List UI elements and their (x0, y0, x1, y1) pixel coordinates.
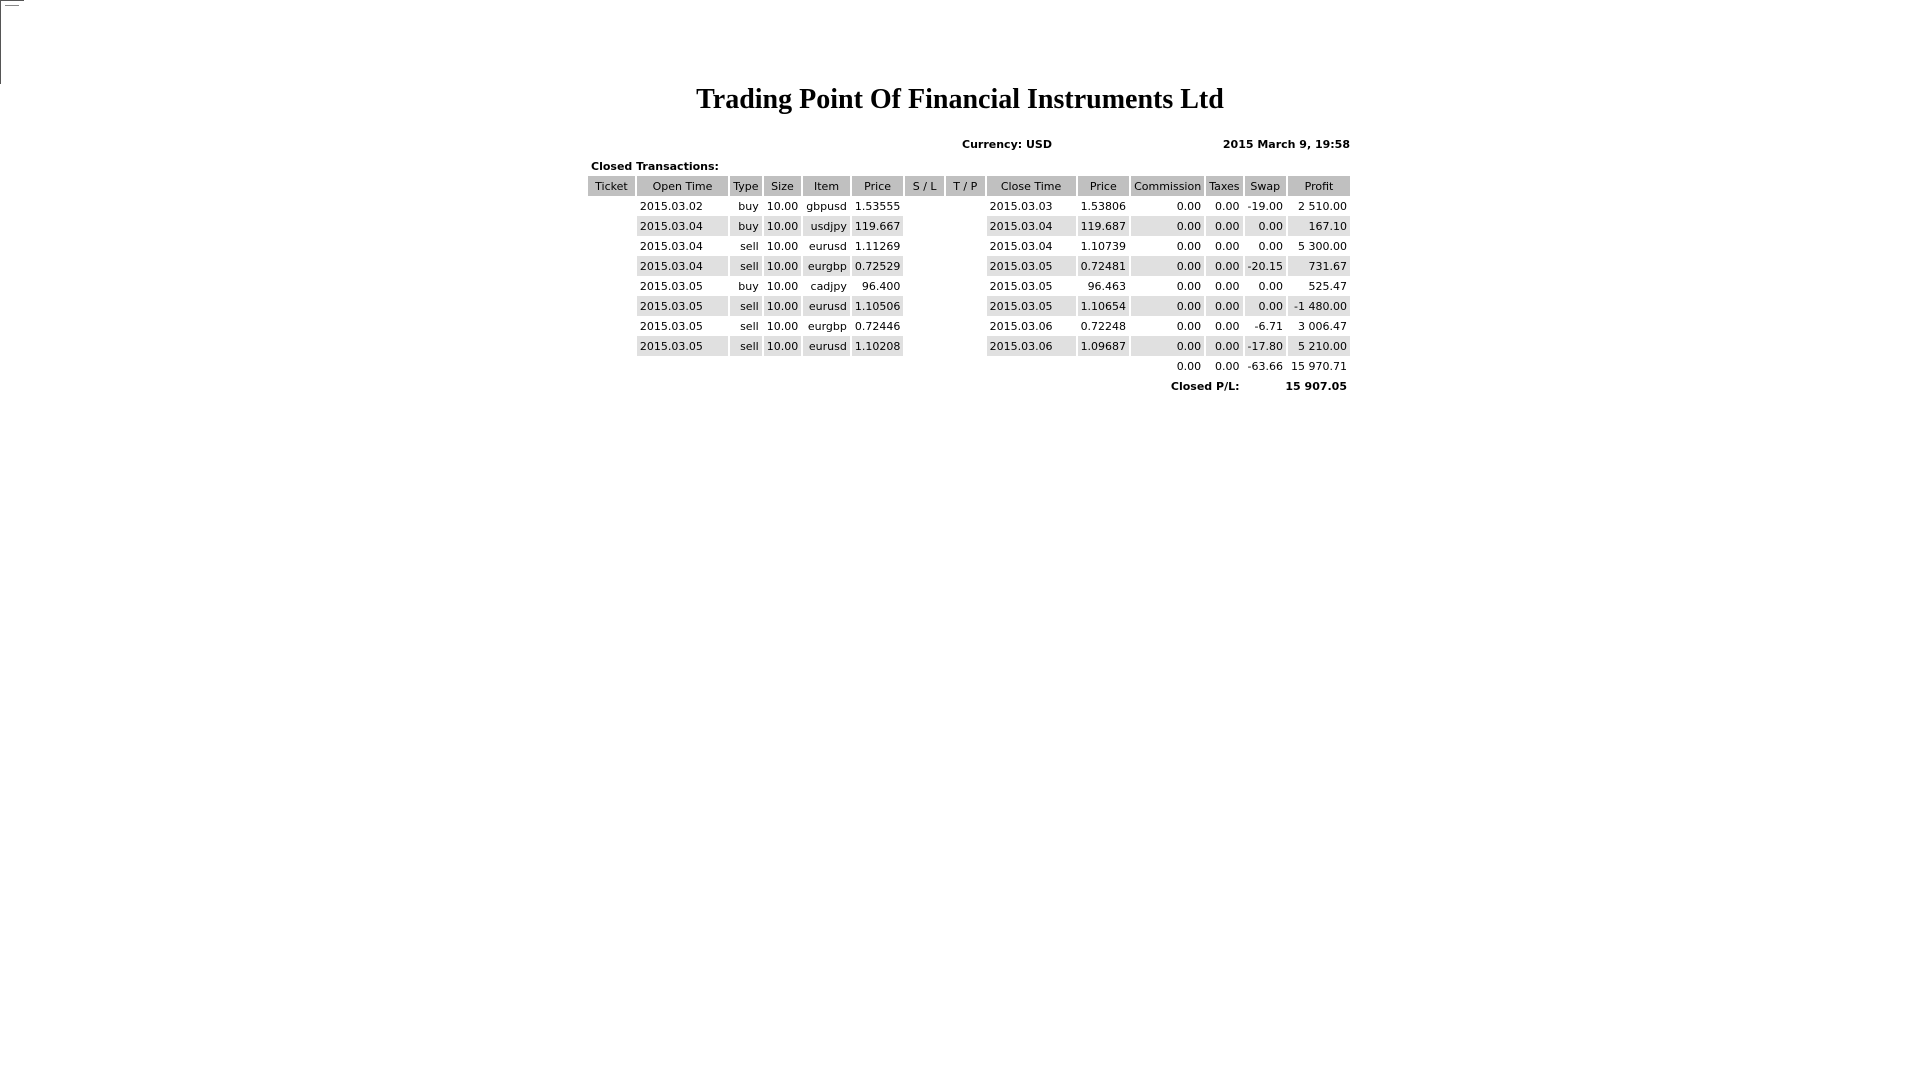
cell-close-price: 1.53806 (1080, 199, 1127, 213)
cell-type: sell (730, 256, 762, 276)
cell-stop-loss (905, 276, 944, 296)
cell-open-price: 119.667 (852, 216, 904, 236)
cell-taxes: 0.00 (1206, 296, 1242, 316)
cell-ticket (588, 256, 635, 276)
cell-type: buy (738, 279, 759, 293)
cell-stop-loss (905, 236, 944, 256)
cell-open-price: 1.10208 (852, 336, 904, 356)
cell-commission: 0.00 (1176, 279, 1202, 293)
cell-profit: 3 006.47 (1298, 319, 1347, 333)
cell-close-time: 2015.03.05 (987, 256, 1076, 276)
cell-swap: -19.00 (1247, 199, 1283, 213)
col-header-item: Item (803, 176, 850, 196)
cell-close-price: 119.687 (1078, 216, 1130, 236)
cell-item: cadjpy (810, 279, 847, 293)
cell-take-profit (946, 296, 985, 316)
cell-stop-loss (905, 216, 944, 236)
cell-stop-loss (905, 196, 944, 216)
closed-pl-row (588, 376, 1350, 396)
total-profit: 15 970.71 (1291, 359, 1347, 373)
cell-ticket (588, 276, 635, 296)
cell-taxes: 0.00 (1206, 336, 1242, 356)
cell-profit: 2 510.00 (1298, 199, 1347, 213)
cell-ticket (588, 296, 635, 316)
col-header-take-profit: T / P (946, 176, 985, 196)
cell-close-time: 2015.03.05 (989, 279, 1053, 293)
col-header-swap: Swap (1245, 176, 1286, 196)
cell-size: 10.00 (766, 199, 799, 213)
cell-close-time: 2015.03.03 (989, 199, 1053, 213)
section-title: Closed Transactions: (591, 160, 719, 173)
cell-close-price: 1.09687 (1078, 336, 1130, 356)
col-header-stop-loss: S / L (905, 176, 944, 196)
report-body (588, 136, 1352, 396)
cell-open-price: 1.53555 (854, 199, 901, 213)
cell-stop-loss (905, 256, 944, 276)
table-row (588, 276, 1350, 296)
cell-open-price: 96.400 (861, 279, 901, 293)
cell-close-time: 2015.03.06 (987, 336, 1076, 356)
cell-commission: 0.00 (1176, 239, 1202, 253)
page-corner-mark (0, 0, 24, 84)
cell-take-profit (946, 236, 985, 256)
cell-taxes: 0.00 (1215, 279, 1240, 293)
closed-pl-value: 15 907.05 (1285, 379, 1347, 393)
cell-stop-loss (905, 296, 944, 316)
cell-close-price: 1.10654 (1078, 296, 1130, 316)
col-header-profit: Profit (1288, 176, 1350, 196)
cell-profit: 167.10 (1288, 216, 1350, 236)
cell-ticket (588, 236, 635, 256)
cell-type: sell (730, 296, 762, 316)
cell-item: eurusd (803, 296, 850, 316)
col-header-close-price: Price (1078, 176, 1130, 196)
cell-commission: 0.00 (1131, 216, 1204, 236)
cell-swap: 0.00 (1258, 279, 1283, 293)
cell-open-price: 1.11269 (854, 239, 901, 253)
cell-swap: 0.00 (1258, 239, 1283, 253)
cell-open-time: 2015.03.05 (639, 279, 703, 293)
cell-close-price: 0.72248 (1080, 319, 1127, 333)
cell-commission: 0.00 (1176, 319, 1202, 333)
table-row (588, 196, 1350, 216)
table-row (588, 336, 1350, 356)
cell-type: sell (740, 319, 759, 333)
cell-size: 10.00 (766, 239, 799, 253)
cell-taxes: 0.00 (1206, 256, 1242, 276)
cell-profit: 525.47 (1308, 279, 1347, 293)
cell-take-profit (946, 216, 985, 236)
cell-take-profit (946, 336, 985, 356)
cell-open-time: 2015.03.04 (637, 256, 728, 276)
col-header-type: Type (730, 176, 762, 196)
cell-type: buy (730, 216, 762, 236)
cell-open-price: 0.72529 (852, 256, 904, 276)
cell-open-time: 2015.03.05 (639, 319, 703, 333)
currency-label: Currency: USD (962, 138, 1052, 151)
col-header-open-time: Open Time (637, 176, 728, 196)
cell-item: gbpusd (806, 199, 847, 213)
cell-take-profit (946, 276, 985, 296)
cell-taxes: 0.00 (1215, 199, 1240, 213)
cell-profit: 5 300.00 (1298, 239, 1347, 253)
cell-ticket (588, 336, 635, 356)
col-header-close-time: Close Time (987, 176, 1076, 196)
cell-open-time: 2015.03.04 (637, 216, 728, 236)
cell-taxes: 0.00 (1215, 319, 1240, 333)
cell-ticket (588, 316, 635, 336)
closed-transactions-table (586, 176, 1352, 396)
cell-taxes: 0.00 (1215, 239, 1240, 253)
cell-close-time: 2015.03.05 (987, 296, 1076, 316)
cell-size: 10.00 (764, 296, 802, 316)
cell-stop-loss (905, 316, 944, 336)
cell-item: eurusd (803, 336, 850, 356)
table-row (588, 296, 1350, 316)
col-header-size: Size (764, 176, 802, 196)
closed-pl-spacer (588, 376, 1129, 396)
cell-ticket (588, 216, 635, 236)
total-swap: -63.66 (1247, 359, 1283, 373)
cell-size: 10.00 (766, 279, 799, 293)
cell-close-time: 2015.03.04 (987, 216, 1076, 236)
cell-swap: -6.71 (1254, 319, 1283, 333)
cell-size: 10.00 (764, 216, 802, 236)
cell-item: eurgbp (807, 319, 847, 333)
cell-open-time: 2015.03.05 (637, 336, 728, 356)
closed-pl-label: Closed P/L: (1170, 379, 1240, 393)
cell-taxes: 0.00 (1206, 216, 1242, 236)
cell-type: buy (738, 199, 759, 213)
cell-profit: 731.67 (1288, 256, 1350, 276)
cell-close-time: 2015.03.04 (989, 239, 1053, 253)
cell-close-price: 1.10739 (1080, 239, 1127, 253)
col-header-commission: Commission (1131, 176, 1204, 196)
cell-close-time: 2015.03.06 (989, 319, 1053, 333)
cell-item: eurusd (808, 239, 847, 253)
cell-type: sell (740, 239, 759, 253)
cell-stop-loss (905, 336, 944, 356)
table-row (588, 236, 1350, 256)
table-row (588, 216, 1350, 236)
report-title: Trading Point Of Financial Instruments Ltd (696, 84, 1224, 115)
table-row (588, 256, 1350, 276)
cell-size: 10.00 (764, 256, 802, 276)
cell-item: usdjpy (803, 216, 850, 236)
cell-profit: -1 480.00 (1288, 296, 1350, 316)
cell-take-profit (946, 316, 985, 336)
cell-commission: 0.00 (1131, 336, 1204, 356)
cell-profit: 5 210.00 (1288, 336, 1350, 356)
cell-commission: 0.00 (1176, 199, 1202, 213)
cell-commission: 0.00 (1131, 256, 1204, 276)
cell-open-time: 2015.03.04 (639, 239, 703, 253)
cell-commission: 0.00 (1131, 296, 1204, 316)
totals-row (588, 356, 1350, 376)
cell-open-time: 2015.03.05 (637, 296, 728, 316)
totals-spacer (588, 356, 1129, 376)
cell-type: sell (730, 336, 762, 356)
cell-close-price: 96.463 (1087, 279, 1127, 293)
cell-swap: -20.15 (1245, 256, 1286, 276)
cell-take-profit (946, 196, 985, 216)
table-row (588, 316, 1350, 336)
cell-open-price: 1.10506 (852, 296, 904, 316)
cell-take-profit (946, 256, 985, 276)
col-header-open-price: Price (852, 176, 904, 196)
col-header-ticket: Ticket (588, 176, 635, 196)
report-date: 2015 March 9, 19:58 (1222, 138, 1350, 151)
table-header-row (588, 176, 1350, 196)
cell-size: 10.00 (766, 319, 799, 333)
total-commission: 0.00 (1176, 359, 1202, 373)
col-header-taxes: Taxes (1206, 176, 1242, 196)
cell-item: eurgbp (803, 256, 850, 276)
cell-close-price: 0.72481 (1078, 256, 1130, 276)
cell-swap: 0.00 (1245, 216, 1286, 236)
total-taxes: 0.00 (1215, 359, 1240, 373)
cell-open-time: 2015.03.02 (639, 199, 703, 213)
report-meta (588, 136, 1352, 158)
cell-open-price: 0.72446 (854, 319, 901, 333)
cell-size: 10.00 (764, 336, 802, 356)
cell-swap: -17.80 (1245, 336, 1286, 356)
cell-ticket (588, 196, 635, 216)
cell-swap: 0.00 (1245, 296, 1286, 316)
